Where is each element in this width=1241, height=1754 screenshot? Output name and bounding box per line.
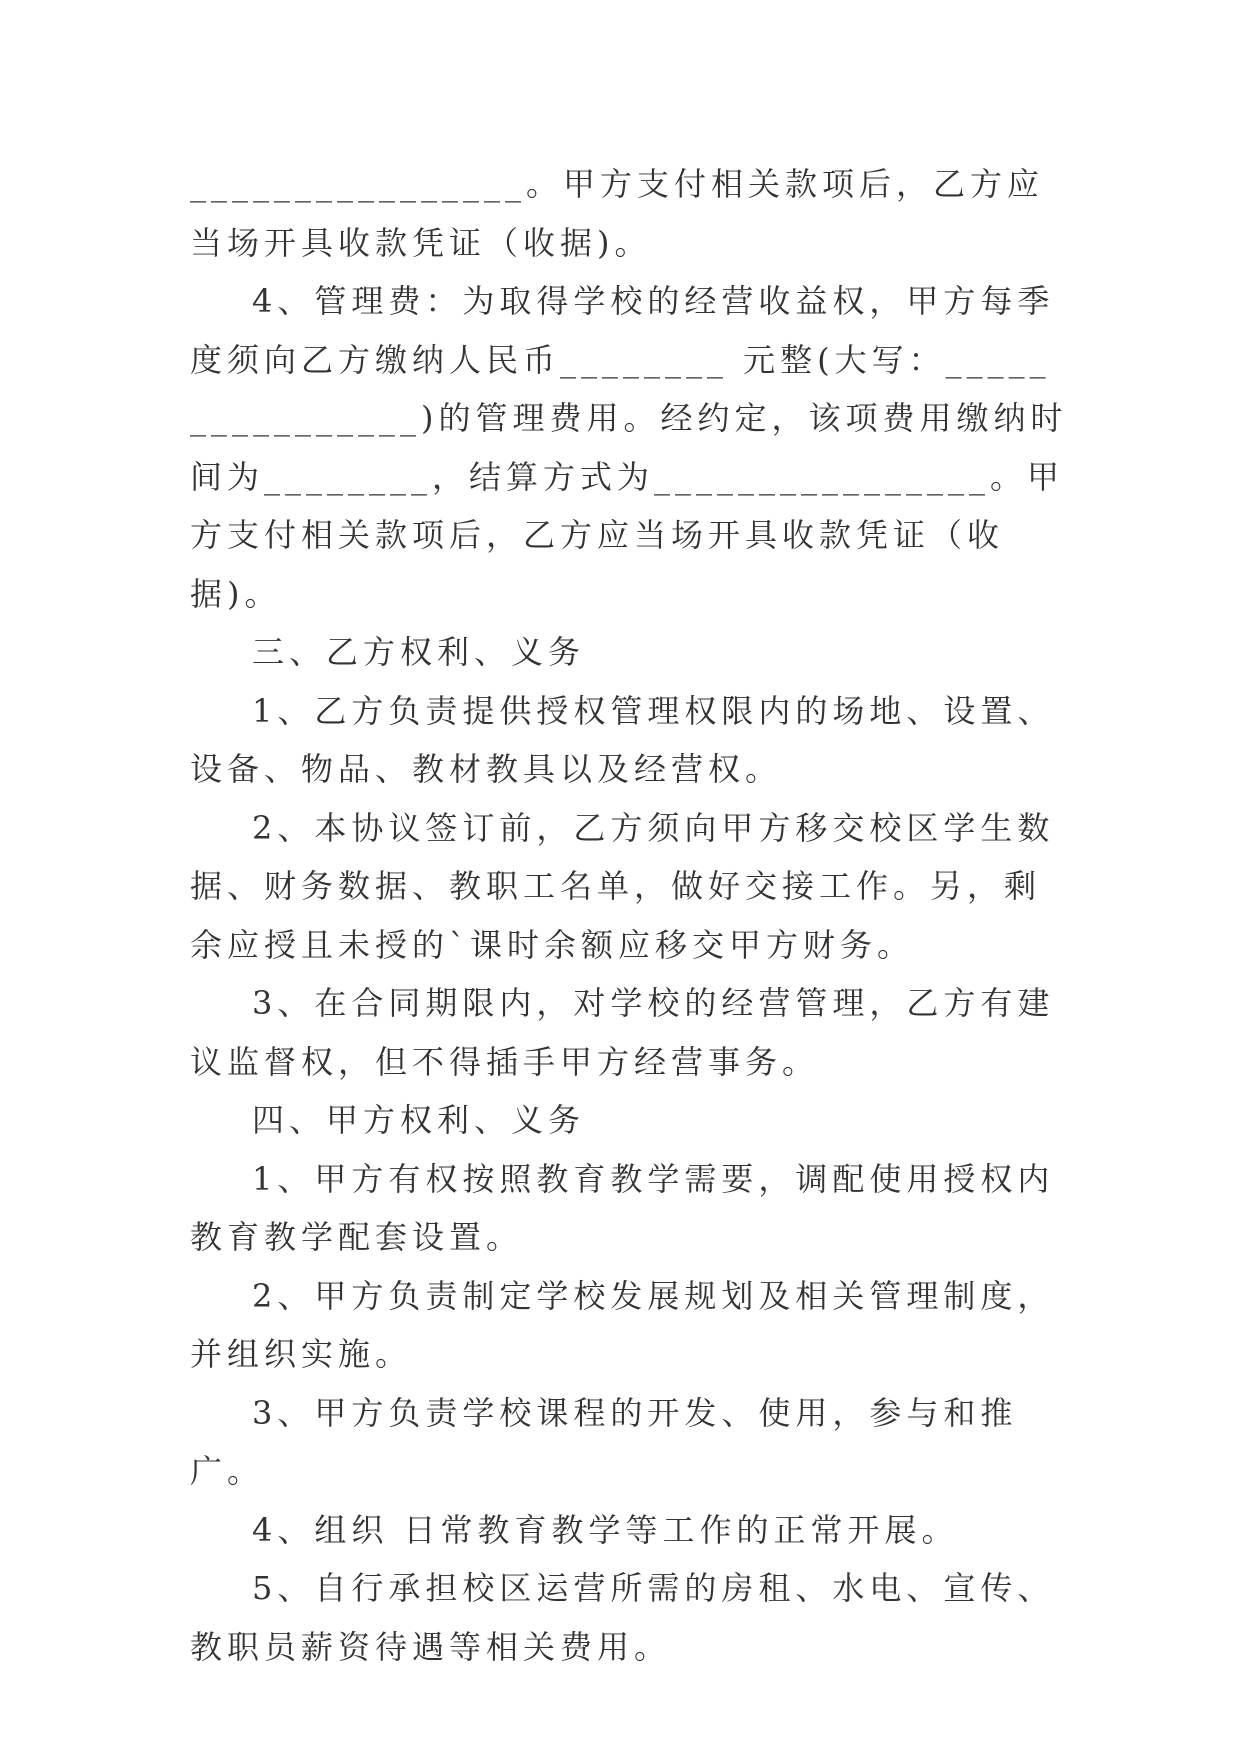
document-body bbox=[190, 155, 1070, 1676]
paragraph-party-a-item-2: 2、甲方负责制定学校发展规划及相关管理制度，并组织实施。 bbox=[190, 1276, 1055, 1373]
paragraph-party-b-item-3: 3、在合同期限内，对学校的经营管理，乙方有建议监督权，但不得插手甲方经营事务。 bbox=[190, 984, 1055, 1081]
paragraph-party-b-item-2: 2、本协议签订前，乙方须向甲方移交校区学生数据、财务数据、教职工名单，做好交接工作。另，剩余应授且未授的`课时余额应移交甲方财务。 bbox=[190, 808, 1055, 964]
paragraph-party-b-item-1: 1、乙方负责提供授权管理权限内的场地、设置、设备、物品、教材教具以及经营权。 bbox=[190, 691, 1055, 788]
paragraph-management-fee: 4、管理费：为取得学校的经营收益权，甲方每季度须向乙方缴纳人民币________ 元整(大写：________________)的管理费用。经约定，该项费用缴纳时间为________，结算方式为________________。甲方支付相关款项后，乙方应当场开具收款凭证（收据)。 bbox=[190, 282, 1068, 613]
section-heading-party-a-rights: 四、甲方权利、义务 bbox=[252, 1101, 586, 1139]
paragraph-party-a-item-3: 3、甲方负责学校课程的开发、使用，参与和推广。 bbox=[190, 1393, 1018, 1490]
paragraph-party-a-item-5: 5、自行承担校区运营所需的房租、水电、宣传、教职员薪资待遇等相关费用。 bbox=[190, 1569, 1055, 1666]
section-heading-party-b-rights: 三、乙方权利、义务 bbox=[252, 633, 586, 671]
paragraph-payment-continued: ________________。甲方支付相关款项后，乙方应当场开具收款凭证（收据)。 bbox=[190, 165, 1045, 262]
paragraph-party-a-item-4: 4、组织 日常教育教学等工作的正常开展。 bbox=[252, 1510, 959, 1549]
paragraph-party-a-item-1: 1、甲方有权按照教育教学需要，调配使用授权内教育教学配套设置。 bbox=[190, 1159, 1055, 1256]
